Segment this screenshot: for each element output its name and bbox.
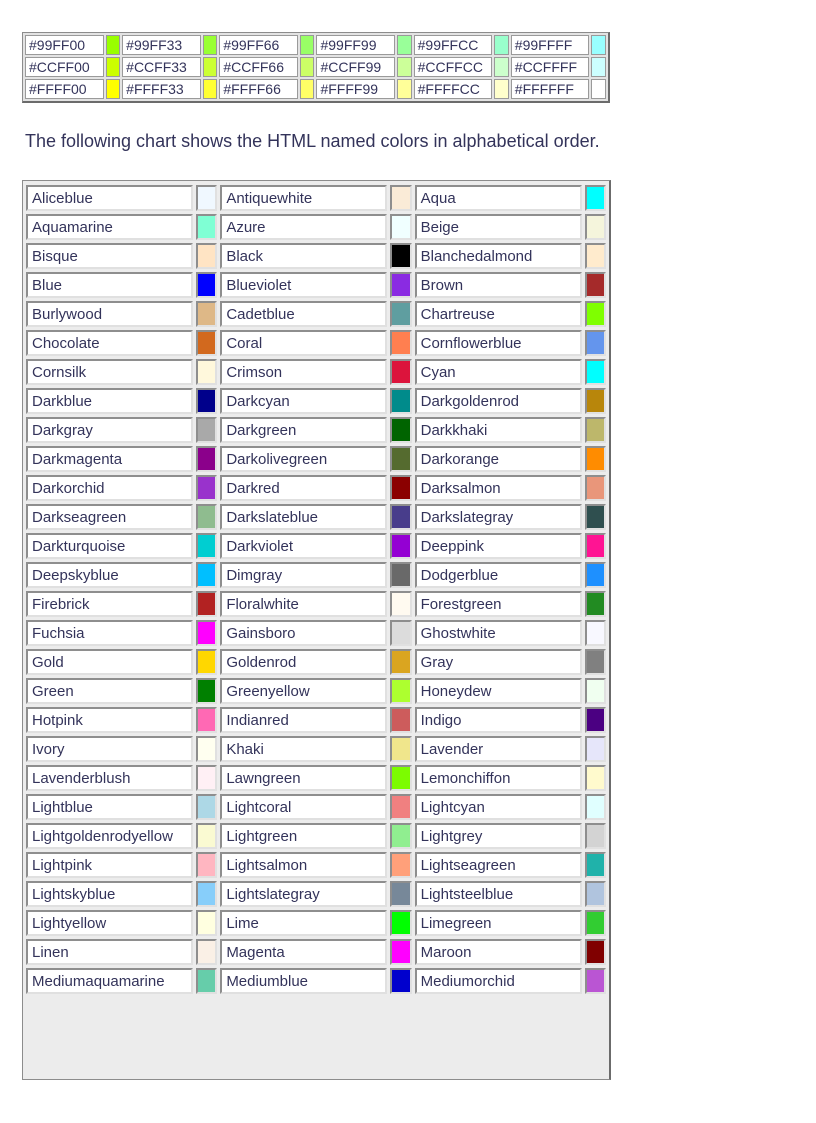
- color-swatch: [390, 185, 411, 211]
- color-name-label: Aquamarine: [26, 214, 193, 240]
- color-name-label: Darkgray: [26, 417, 193, 443]
- named-color-row: [26, 214, 606, 240]
- hex-color-swatch: [106, 79, 120, 99]
- hex-color-swatch: [591, 35, 606, 55]
- color-swatch: [196, 939, 217, 965]
- named-color-row: [26, 446, 606, 472]
- color-swatch: [585, 562, 606, 588]
- color-swatch: [585, 533, 606, 559]
- named-colors-grid: [23, 182, 609, 997]
- color-swatch: [585, 272, 606, 298]
- color-swatch: [196, 214, 217, 240]
- color-swatch: [196, 910, 217, 936]
- color-swatch: [390, 736, 411, 762]
- color-name-label: Blue: [26, 272, 193, 298]
- named-color-row: [26, 533, 606, 559]
- color-swatch: [585, 881, 606, 907]
- color-name-label: Aqua: [415, 185, 582, 211]
- color-swatch: [390, 243, 411, 269]
- color-name-label: Beige: [415, 214, 582, 240]
- color-swatch: [585, 446, 606, 472]
- color-name-label: Darkviolet: [220, 533, 387, 559]
- hex-color-swatch: [203, 35, 217, 55]
- color-name-label: Magenta: [220, 939, 387, 965]
- hex-color-swatch: [106, 57, 120, 77]
- color-swatch: [196, 968, 217, 994]
- color-name-label: Deepskyblue: [26, 562, 193, 588]
- hex-color-swatch: [397, 79, 411, 99]
- hex-code-label: #FFFF99: [316, 79, 395, 99]
- color-name-label: Blueviolet: [220, 272, 387, 298]
- color-swatch: [585, 243, 606, 269]
- color-swatch: [196, 388, 217, 414]
- hex-code-label: #CCFF99: [316, 57, 395, 77]
- color-name-label: Darkorchid: [26, 475, 193, 501]
- color-name-label: Chartreuse: [415, 301, 582, 327]
- named-color-row: [26, 417, 606, 443]
- hex-code-label: #99FF66: [219, 35, 298, 55]
- hex-code-label: #CCFFFF: [511, 57, 590, 77]
- color-name-label: Indigo: [415, 707, 582, 733]
- color-name-label: Indianred: [220, 707, 387, 733]
- color-name-label: Greenyellow: [220, 678, 387, 704]
- color-name-label: Linen: [26, 939, 193, 965]
- color-name-label: Darkgoldenrod: [415, 388, 582, 414]
- color-swatch: [390, 475, 411, 501]
- hex-code-label: #99FFCC: [414, 35, 493, 55]
- hex-code-label: #FFFF66: [219, 79, 298, 99]
- hex-color-table: [22, 32, 610, 103]
- color-name-label: Green: [26, 678, 193, 704]
- color-swatch: [196, 330, 217, 356]
- color-swatch: [196, 446, 217, 472]
- named-color-row: [26, 910, 606, 936]
- color-swatch: [585, 620, 606, 646]
- color-swatch: [390, 504, 411, 530]
- color-swatch: [390, 330, 411, 356]
- color-name-label: Chocolate: [26, 330, 193, 356]
- color-name-label: Darkgreen: [220, 417, 387, 443]
- hex-code-label: #FFFF00: [25, 79, 104, 99]
- color-name-label: Darkolivegreen: [220, 446, 387, 472]
- color-swatch: [585, 185, 606, 211]
- named-color-row: [26, 620, 606, 646]
- hex-color-swatch: [591, 57, 606, 77]
- color-name-label: Lemonchiffon: [415, 765, 582, 791]
- color-name-label: Lightpink: [26, 852, 193, 878]
- color-swatch: [585, 649, 606, 675]
- color-swatch: [196, 881, 217, 907]
- color-swatch: [390, 649, 411, 675]
- color-swatch: [390, 301, 411, 327]
- color-swatch: [390, 852, 411, 878]
- color-swatch: [196, 301, 217, 327]
- color-name-label: Aliceblue: [26, 185, 193, 211]
- color-swatch: [585, 852, 606, 878]
- color-swatch: [196, 562, 217, 588]
- hex-code-label: #CCFF66: [219, 57, 298, 77]
- named-color-row: [26, 881, 606, 907]
- color-swatch: [390, 591, 411, 617]
- color-name-label: Darkred: [220, 475, 387, 501]
- color-swatch: [585, 765, 606, 791]
- hex-color-swatch: [203, 79, 217, 99]
- color-name-label: Black: [220, 243, 387, 269]
- color-swatch: [390, 214, 411, 240]
- color-name-label: Darkturquoise: [26, 533, 193, 559]
- color-name-label: Bisque: [26, 243, 193, 269]
- hex-color-swatch: [300, 79, 314, 99]
- hex-color-swatch: [397, 57, 411, 77]
- color-name-label: Gold: [26, 649, 193, 675]
- hex-color-swatch: [494, 57, 508, 77]
- color-name-label: Khaki: [220, 736, 387, 762]
- color-swatch: [196, 243, 217, 269]
- color-name-label: Brown: [415, 272, 582, 298]
- named-color-row: [26, 591, 606, 617]
- color-name-label: Honeydew: [415, 678, 582, 704]
- color-name-label: Burlywood: [26, 301, 193, 327]
- color-swatch: [390, 562, 411, 588]
- named-color-row: [26, 243, 606, 269]
- hex-color-swatch: [300, 57, 314, 77]
- hex-color-swatch: [494, 79, 508, 99]
- color-name-label: Lightcoral: [220, 794, 387, 820]
- color-swatch: [196, 504, 217, 530]
- hex-code-label: #CCFF33: [122, 57, 201, 77]
- named-color-row: [26, 475, 606, 501]
- color-swatch: [585, 504, 606, 530]
- color-swatch: [585, 330, 606, 356]
- color-name-label: Forestgreen: [415, 591, 582, 617]
- hex-row: [25, 35, 606, 55]
- color-name-label: Dodgerblue: [415, 562, 582, 588]
- hex-code-label: #99FF33: [122, 35, 201, 55]
- color-swatch: [390, 968, 411, 994]
- color-name-label: Lawngreen: [220, 765, 387, 791]
- color-swatch: [196, 417, 217, 443]
- color-name-label: Mediumorchid: [415, 968, 582, 994]
- color-name-label: Darkseagreen: [26, 504, 193, 530]
- color-name-label: Lightskyblue: [26, 881, 193, 907]
- color-swatch: [585, 301, 606, 327]
- named-color-row: [26, 301, 606, 327]
- color-swatch: [390, 417, 411, 443]
- color-swatch: [585, 910, 606, 936]
- hex-color-swatch: [494, 35, 508, 55]
- hex-code-label: #99FFFF: [511, 35, 590, 55]
- color-name-label: Cornflowerblue: [415, 330, 582, 356]
- color-swatch: [585, 678, 606, 704]
- color-swatch: [390, 620, 411, 646]
- color-name-label: Mediumblue: [220, 968, 387, 994]
- named-color-row: [26, 359, 606, 385]
- color-swatch: [390, 359, 411, 385]
- color-swatch: [196, 765, 217, 791]
- hex-color-swatch: [203, 57, 217, 77]
- color-name-label: Mediumaquamarine: [26, 968, 193, 994]
- color-name-label: Dimgray: [220, 562, 387, 588]
- color-swatch: [390, 765, 411, 791]
- color-name-label: Lightslategray: [220, 881, 387, 907]
- color-name-label: Lightsalmon: [220, 852, 387, 878]
- named-color-row: [26, 649, 606, 675]
- named-colors-chart: [22, 180, 611, 1080]
- color-name-label: Lightgrey: [415, 823, 582, 849]
- color-swatch: [585, 823, 606, 849]
- hex-code-label: #CCFFCC: [414, 57, 493, 77]
- color-swatch: [585, 591, 606, 617]
- named-color-row: [26, 272, 606, 298]
- color-name-label: Hotpink: [26, 707, 193, 733]
- color-name-label: Fuchsia: [26, 620, 193, 646]
- color-name-label: Azure: [220, 214, 387, 240]
- color-swatch: [390, 707, 411, 733]
- color-name-label: Firebrick: [26, 591, 193, 617]
- color-swatch: [585, 794, 606, 820]
- color-name-label: Darksalmon: [415, 475, 582, 501]
- color-name-label: Lightseagreen: [415, 852, 582, 878]
- color-swatch: [196, 533, 217, 559]
- hex-row: [25, 79, 606, 99]
- color-name-label: Ivory: [26, 736, 193, 762]
- color-swatch: [390, 446, 411, 472]
- color-swatch: [585, 388, 606, 414]
- color-swatch: [196, 272, 217, 298]
- color-swatch: [196, 707, 217, 733]
- color-swatch: [585, 707, 606, 733]
- color-swatch: [196, 620, 217, 646]
- hex-row: [25, 57, 606, 77]
- color-swatch: [390, 678, 411, 704]
- named-color-row: [26, 678, 606, 704]
- named-color-row: [26, 185, 606, 211]
- color-name-label: Deeppink: [415, 533, 582, 559]
- color-swatch: [390, 823, 411, 849]
- named-color-row: [26, 765, 606, 791]
- named-color-row: [26, 823, 606, 849]
- color-swatch: [585, 214, 606, 240]
- hex-code-label: #CCFF00: [25, 57, 104, 77]
- color-swatch: [196, 736, 217, 762]
- color-name-label: Gray: [415, 649, 582, 675]
- color-name-label: Lightyellow: [26, 910, 193, 936]
- color-name-label: Darkkhaki: [415, 417, 582, 443]
- color-name-label: Ghostwhite: [415, 620, 582, 646]
- color-swatch: [196, 475, 217, 501]
- color-swatch: [196, 359, 217, 385]
- color-name-label: Limegreen: [415, 910, 582, 936]
- color-swatch: [196, 852, 217, 878]
- color-swatch: [390, 533, 411, 559]
- color-name-label: Maroon: [415, 939, 582, 965]
- color-name-label: Blanchedalmond: [415, 243, 582, 269]
- color-swatch: [196, 678, 217, 704]
- color-name-label: Antiquewhite: [220, 185, 387, 211]
- hex-color-swatch: [397, 35, 411, 55]
- color-swatch: [390, 794, 411, 820]
- color-swatch: [196, 649, 217, 675]
- color-name-label: Lightblue: [26, 794, 193, 820]
- color-swatch: [196, 185, 217, 211]
- named-color-row: [26, 330, 606, 356]
- color-swatch: [585, 359, 606, 385]
- hex-code-label: #FFFFFF: [511, 79, 590, 99]
- color-name-label: Gainsboro: [220, 620, 387, 646]
- color-name-label: Cyan: [415, 359, 582, 385]
- color-swatch: [390, 881, 411, 907]
- color-name-label: Lavender: [415, 736, 582, 762]
- color-name-label: Cadetblue: [220, 301, 387, 327]
- color-name-label: Darkblue: [26, 388, 193, 414]
- named-color-row: [26, 968, 606, 994]
- hex-code-label: #FFFFCC: [414, 79, 493, 99]
- color-swatch: [390, 939, 411, 965]
- named-color-row: [26, 562, 606, 588]
- color-name-label: Darkslategray: [415, 504, 582, 530]
- color-swatch: [196, 794, 217, 820]
- color-name-label: Lavenderblush: [26, 765, 193, 791]
- named-color-row: [26, 707, 606, 733]
- hex-color-swatch: [106, 35, 120, 55]
- hex-code-label: #99FF00: [25, 35, 104, 55]
- color-name-label: Darkmagenta: [26, 446, 193, 472]
- color-swatch: [585, 475, 606, 501]
- color-swatch: [390, 272, 411, 298]
- color-swatch: [196, 591, 217, 617]
- hex-code-label: #99FF99: [316, 35, 395, 55]
- color-swatch: [390, 388, 411, 414]
- hex-code-label: #FFFF33: [122, 79, 201, 99]
- named-color-row: [26, 504, 606, 530]
- color-name-label: Darkslateblue: [220, 504, 387, 530]
- color-swatch: [196, 823, 217, 849]
- named-color-row: [26, 852, 606, 878]
- named-color-row: [26, 736, 606, 762]
- color-name-label: Lightgreen: [220, 823, 387, 849]
- named-color-row: [26, 794, 606, 820]
- color-name-label: Coral: [220, 330, 387, 356]
- named-color-row: [26, 388, 606, 414]
- color-name-label: Darkorange: [415, 446, 582, 472]
- named-color-row: [26, 939, 606, 965]
- color-swatch: [585, 968, 606, 994]
- color-name-label: Darkcyan: [220, 388, 387, 414]
- color-name-label: Floralwhite: [220, 591, 387, 617]
- intro-text: The following chart shows the HTML named colors in alphabetical order.: [25, 131, 600, 151]
- hex-color-grid: [23, 33, 608, 101]
- color-swatch: [390, 910, 411, 936]
- color-name-label: Cornsilk: [26, 359, 193, 385]
- color-name-label: Lightgoldenrodyellow: [26, 823, 193, 849]
- color-name-label: Lightsteelblue: [415, 881, 582, 907]
- hex-color-swatch: [591, 79, 606, 99]
- color-swatch: [585, 939, 606, 965]
- color-name-label: Crimson: [220, 359, 387, 385]
- color-name-label: Lime: [220, 910, 387, 936]
- color-name-label: Lightcyan: [415, 794, 582, 820]
- color-name-label: Goldenrod: [220, 649, 387, 675]
- color-swatch: [585, 417, 606, 443]
- color-swatch: [585, 736, 606, 762]
- hex-color-swatch: [300, 35, 314, 55]
